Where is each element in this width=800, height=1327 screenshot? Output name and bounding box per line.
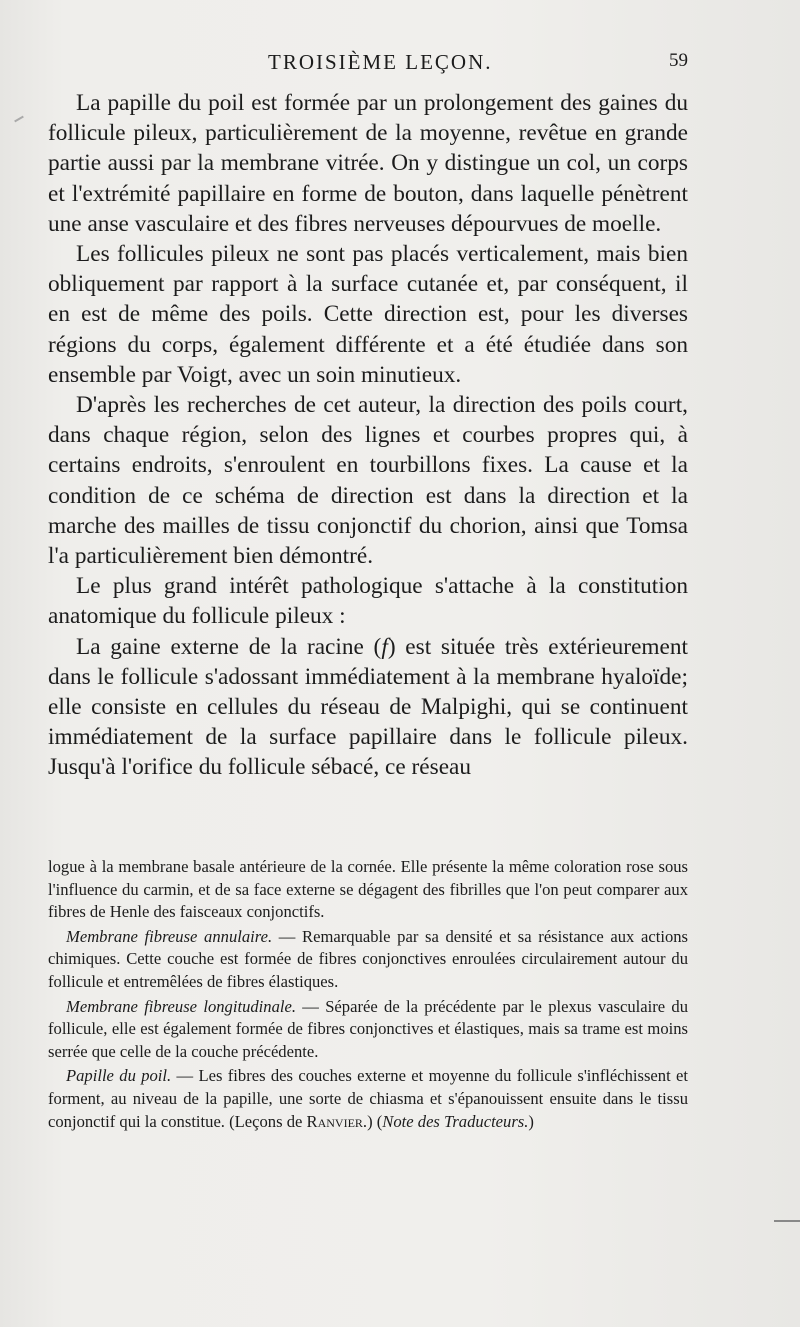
footnote-membrane-annulaire — [48, 926, 688, 994]
footnote-papille — [48, 1065, 688, 1133]
footnote-text: — Séparée de la précédente par le plexus vasculaire du follicule, elle est également formée de fibres conjonctives et élastiques, mais sa trame est moins serrée que celle de la couche précédente. — [48, 996, 689, 1061]
paragraph-recherches-voigt: D'après les recherches de cet auteur, la direction des poils court, dans chaque région, selon des lignes et courbes propres qui, à certains endroits, s'enroulent en tourbillons fixes. La cause et la condition de ce schéma de direction est dans la direction et la marche des mailles de tissu conjonctif du chorion, ainsi que Tomsa l'a particulièrement bien démontré. — [48, 392, 688, 570]
gaine-text-end: ) est située très extérieurement dans le follicule s'adossant immédiatement à la membrane hyaloïde; elle consiste en cellules du réseau de Malpighi, qui se continuent immédiatement de la surface papillaire dans le follicule pileux. Jusqu'à l'orifice du follicule sébacé, ce réseau — [48, 633, 688, 781]
paragraph-follicules-direction: Les follicules pileux ne sont pas placés verticalement, mais bien obliquement par rapport à la surface cutanée et, par conséquent, il en est de même des poils. Cette direction est, pour les diverses régions du corps, également différente et a été étudiée dans son ensemble par Voigt, avec un soin minutieux. — [48, 241, 688, 388]
paragraph-papille: La papille du poil est formée par un prolongement des gaines du follicule pileux, particulièrement de la moyenne, revêtue en grande partie aussi par la membrane vitrée. On y distingue un col, un corps et l'extrémité papillaire en forme de bouton, dans laquelle pénètrent une anse vasculaire et des fibres nerveuses dépourvues de moelle. — [48, 90, 688, 237]
paragraph-gaine-externe — [48, 632, 688, 783]
footnote-author: Ranvier — [306, 1111, 363, 1131]
footnote-note-label: Note des Traducteurs. — [382, 1111, 529, 1131]
footnote-term: Papille du poil. — [66, 1066, 172, 1086]
label-f: f — [381, 633, 388, 660]
footnote-text: .) ( — [362, 1111, 383, 1131]
footnote-text: — Remarquable par sa densité et sa résistance aux actions chimiques. Cette couche est formée de fibres conjonctives enroulées circulairement autour du follicule et entremêlées de fibres élastiques. — [48, 926, 688, 991]
footnote-text: — Les fibres des couches externe et moyenne du follicule s'infléchissent et forment, au niveau de la papille, une sorte de chiasma et s'épanouissent ensuite dans le tissu conjonctif qui la constitue. (Leçons de — [48, 1066, 688, 1131]
footnotes — [48, 856, 688, 1135]
footnote-text: ) — [528, 1111, 534, 1131]
paragraph-interet-pathologique: Le plus grand intérêt pathologique s'attache à la constitution anatomique du follicule pileux : — [48, 573, 688, 630]
footnote-continuation: logue à la membrane basale antérieure de la cornée. Elle présente la même coloration rose sous l'influence du carmin, et de sa face externe se dégagent des fibrilles que l'on peut comparer aux fibres de Henle des faisceaux conjonctifs. — [48, 857, 688, 922]
footnote-term: Membrane fibreuse annulaire. — [66, 926, 273, 946]
edge-mark — [774, 1220, 800, 1222]
footnote-membrane-longitudinale — [48, 996, 688, 1064]
page-number: 59 — [669, 50, 688, 71]
running-title: TROISIÈME LEÇON. — [268, 50, 493, 74]
footnote-term: Membrane fibreuse longitudinale. — [66, 996, 296, 1016]
main-text — [48, 88, 688, 783]
margin-mark — [14, 116, 24, 123]
page-header — [48, 50, 688, 80]
gaine-text-start: La gaine externe de la racine ( — [76, 633, 382, 660]
